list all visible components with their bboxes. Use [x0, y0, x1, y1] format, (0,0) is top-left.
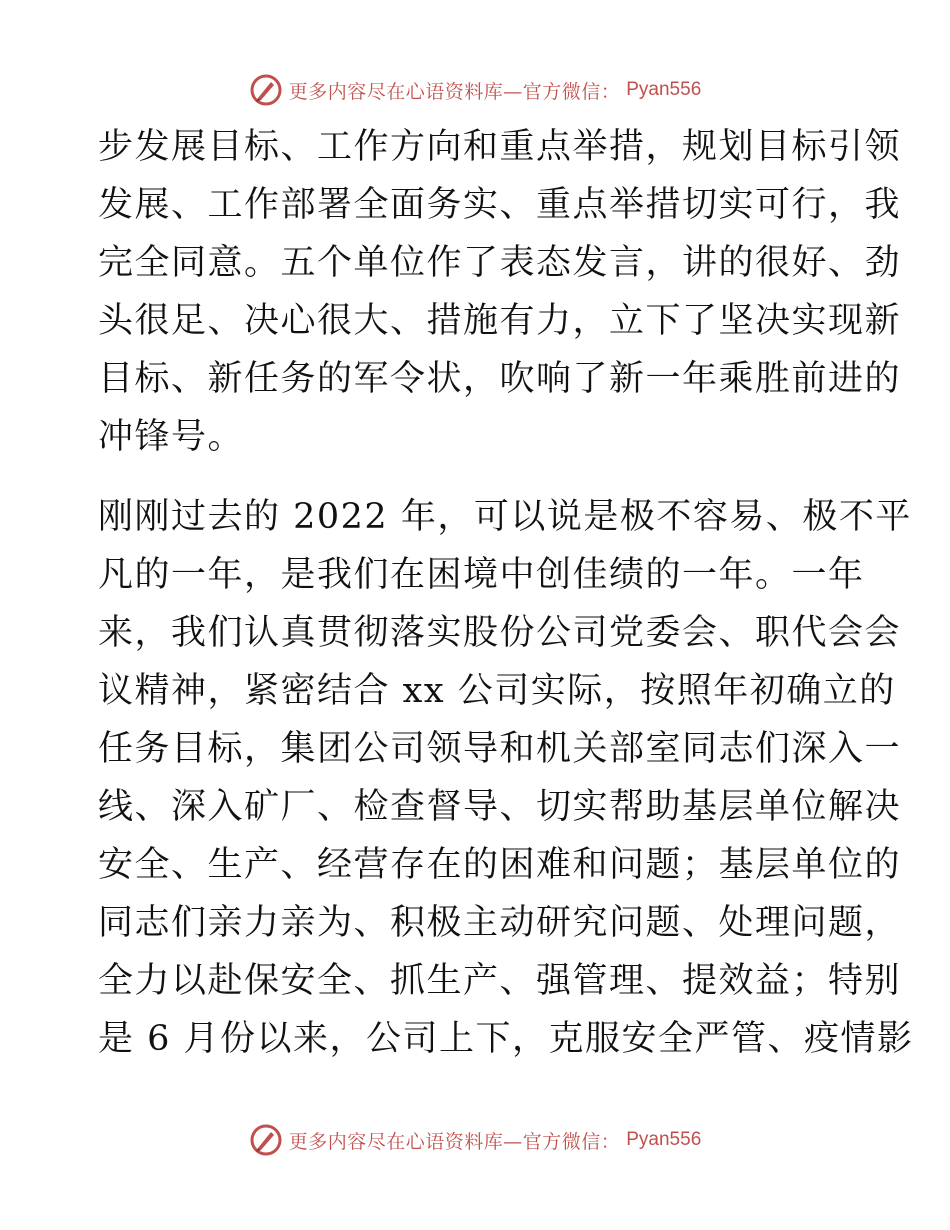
header-banner-text: 更多内容尽在心语资料库—官方微信： [288, 80, 621, 103]
text-line: 刚刚过去的 2022 年，可以说是极不容易、极不平 [98, 497, 912, 537]
text-line: 全力以赴保安全、抓生产、强管理、提效益；特别 [98, 961, 902, 1001]
text-line: 来，我们认真贯彻落实股份公司党委会、职代会会 [98, 613, 902, 653]
footer-banner-text: 更多内容尽在心语资料库—官方微信： [288, 1130, 621, 1153]
quill-logo-icon [249, 1123, 283, 1157]
text-line: 凡的一年，是我们在困境中创佳绩的一年。一年 [98, 555, 865, 595]
text-line: 完全同意。五个单位作了表态发言，讲的很好、劲 [98, 243, 902, 283]
text-line: 同志们亲力亲为、积极主动研究问题、处理问题， [98, 903, 902, 943]
text-line: 任务目标，集团公司领导和机关部室同志们深入一 [98, 729, 902, 769]
header-banner [0, 70, 950, 110]
text-line: 冲锋号。 [98, 417, 245, 457]
text-line: 步发展目标、工作方向和重点举措，规划目标引领 [98, 127, 902, 167]
header-wechat-id: Pyan556 [626, 79, 702, 100]
paragraph-1 [98, 118, 902, 466]
paragraph-2 [98, 488, 914, 1068]
quill-logo-icon [249, 73, 283, 107]
text-line: 目标、新任务的军令状，吹响了新一年乘胜前进的 [98, 359, 902, 399]
text-line: 头很足、决心很大、措施有力，立下了坚决实现新 [98, 301, 902, 341]
footer-banner [0, 1120, 950, 1160]
text-line: 安全、生产、经营存在的困难和问题；基层单位的 [98, 845, 902, 885]
paragraph-gap [98, 466, 850, 488]
text-line: 是 6 月份以来，公司上下，克服安全严管、疫情影 [98, 1019, 914, 1059]
text-line: 线、深入矿厂、检查督导、切实帮助基层单位解决 [98, 787, 902, 827]
text-line: 发展、工作部署全面务实、重点举措切实可行，我 [98, 185, 902, 225]
text-line: 议精神，紧密结合 xx 公司实际，按照年初确立的 [98, 671, 896, 711]
footer-wechat-id: Pyan556 [626, 1129, 702, 1150]
document-body [98, 118, 914, 1068]
